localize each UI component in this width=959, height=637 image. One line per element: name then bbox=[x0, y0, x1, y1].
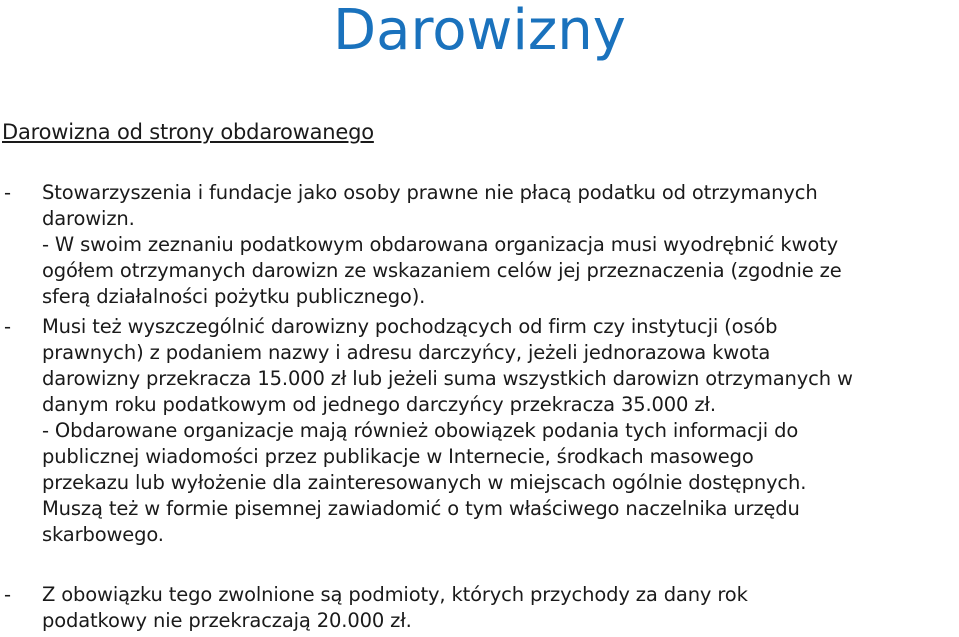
page-title: Darowizny bbox=[333, 0, 626, 63]
bullet-text bbox=[42, 582, 955, 634]
bullet-line: Z obowiązku tego zwolnione są podmioty, których przychody za dany rok bbox=[42, 583, 748, 606]
bullet-line: podatkowy nie przekraczają 20.000 zł. bbox=[42, 609, 412, 632]
bullet-line: danym roku podatkowym od jednego darczyńcy przekracza 35.000 zł. bbox=[42, 393, 716, 416]
bullet-line: prawnych) z podaniem nazwy i adresu darczyńcy, jeżeli jednorazowa kwota bbox=[42, 341, 771, 364]
bullet-line: - W swoim zeznaniu podatkowym obdarowana organizacja musi wyodrębnić kwoty bbox=[42, 233, 838, 256]
bullet-line: Musi też wyszczególnić darowizny pochodzących od firm czy instytucji (osób bbox=[42, 315, 778, 338]
bullet-line: darowizn. bbox=[42, 207, 135, 230]
bullet-line: - Obdarowane organizacje mają również obowiązek podania tych informacji do bbox=[42, 419, 799, 442]
bullet-line: Muszą też w formie pisemnej zawiadomić o tym właściwego naczelnika urzędu bbox=[42, 497, 800, 520]
bullet-line: darowizny przekracza 15.000 zł lub jeżeli suma wszystkich darowizn otrzymanych w bbox=[42, 367, 853, 390]
bullet-2 bbox=[0, 314, 955, 548]
bullet-line: sferą działalności pożytku publicznego). bbox=[42, 285, 426, 308]
bullet-line: przekazu lub wyłożenie dla zainteresowanych w miejscach ogólnie dostępnych. bbox=[42, 471, 807, 494]
bullet-1 bbox=[0, 180, 955, 310]
bullet-line: skarbowego. bbox=[42, 523, 164, 546]
bullet-3 bbox=[0, 582, 955, 634]
bullet-text bbox=[42, 180, 955, 310]
bullet-dash: - bbox=[4, 181, 11, 204]
bullet-line: Stowarzyszenia i fundacje jako osoby prawne nie płacą podatku od otrzymanych bbox=[42, 181, 818, 204]
bullet-line: ogółem otrzymanych darowizn ze wskazaniem celów jej przeznaczenia (zgodnie ze bbox=[42, 259, 842, 282]
bullet-dash: - bbox=[4, 315, 11, 338]
bullet-line: publicznej wiadomości przez publikacje w Internecie, środkach masowego bbox=[42, 445, 754, 468]
section-subtitle: Darowizna od strony obdarowanego bbox=[2, 120, 374, 144]
bullet-text bbox=[42, 314, 955, 548]
bullet-dash: - bbox=[4, 583, 11, 606]
